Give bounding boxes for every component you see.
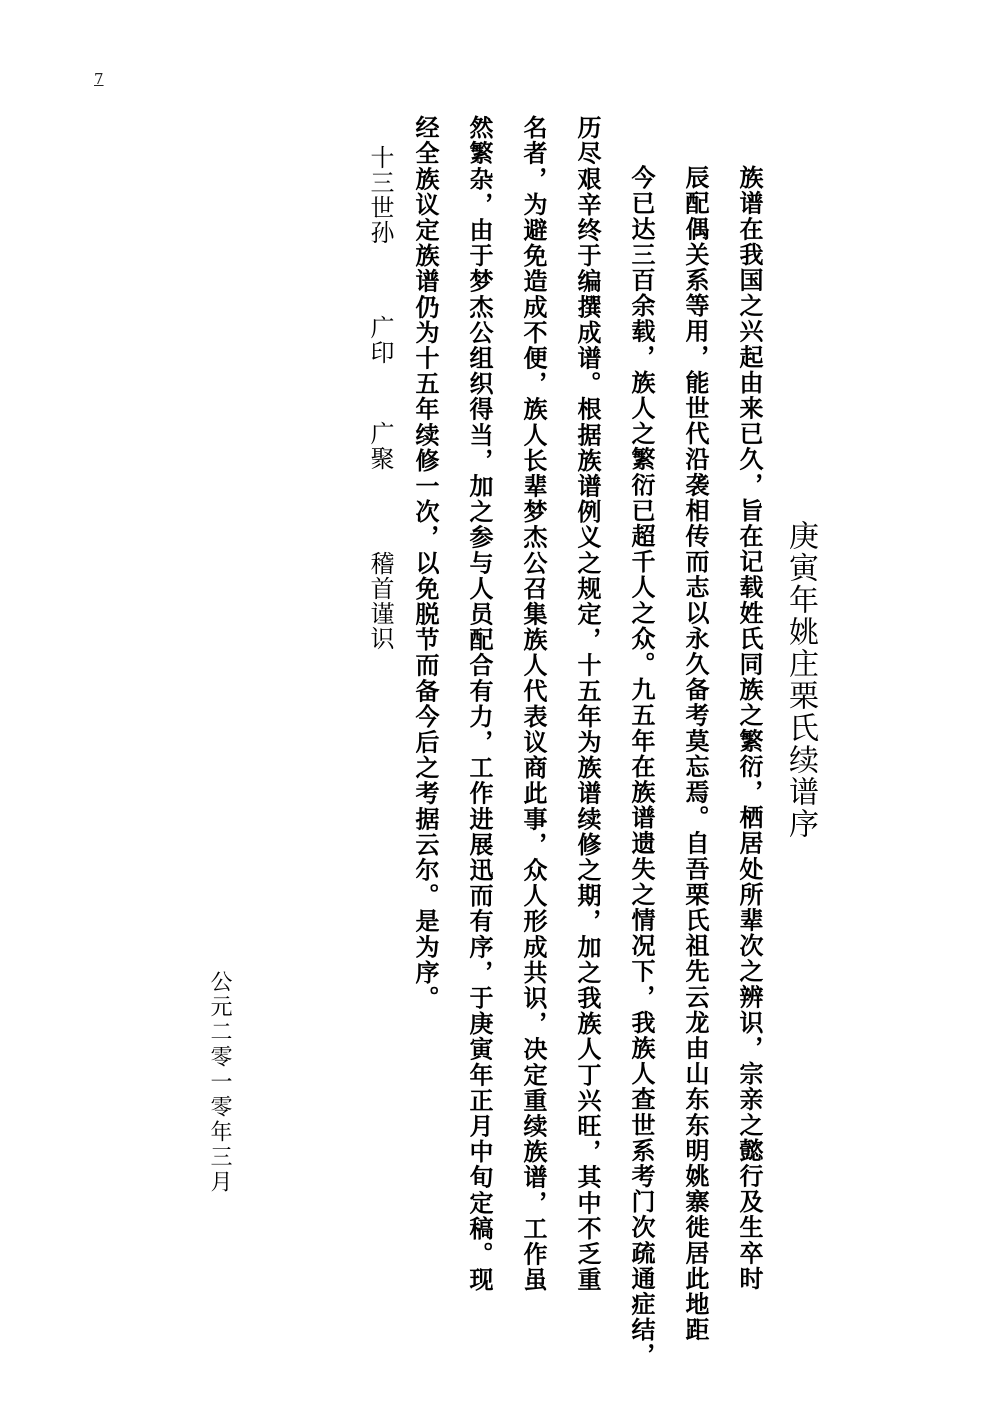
document-date: 公元二零一零年三月	[207, 970, 232, 1195]
body-column-5: 名者，为避免造成不便，族人长辈梦杰公召集族人代表议商此事，众人形成共识，决定重续族谱，工作虽	[519, 115, 547, 1293]
body-column-3: 今已达三百余载，族人之繁衍已超千人之众。九五年在族谱遗失之情况下，我族人查世系考门次疏通症结，	[627, 165, 655, 1369]
signature-line	[368, 145, 392, 651]
body-column-7: 经全族议定族谱仍为十五年续修一次，以免脱节而备今后之考据云尔。是为序。	[411, 115, 439, 1011]
signature-closing: 稽首谨识	[366, 551, 394, 651]
body-column-4: 历尽艰辛终于编撰成谱。根据族谱例义之规定，十五年为族谱续修之期，加之我族人丁兴旺，其中不乏重	[573, 115, 601, 1293]
body-column-6: 然繁杂，由于梦杰公组织得当，加之参与人员配合有力，工作进展迅而有序，于庚寅年正月中旬定稿。现	[465, 115, 493, 1293]
page-number: 7	[94, 70, 104, 88]
signature-author-1: 广印	[366, 315, 394, 365]
body-column-1: 族谱在我国之兴起由来已久，旨在记载姓氏同族之繁衍，栖居处所辈次之辨识，宗亲之懿行及生卒时	[735, 165, 763, 1292]
document-title: 庚寅年姚庄栗氏续谱序	[783, 520, 818, 840]
signature-generation: 十三世孙	[366, 145, 394, 245]
signature-author-2: 广聚	[366, 421, 394, 471]
body-column-2: 辰配偶关系等用，能世代沿袭相传而志以永久备考莫忘焉。自吾栗氏祖先云龙由山东东明姚寨徙居此地距	[681, 165, 709, 1343]
